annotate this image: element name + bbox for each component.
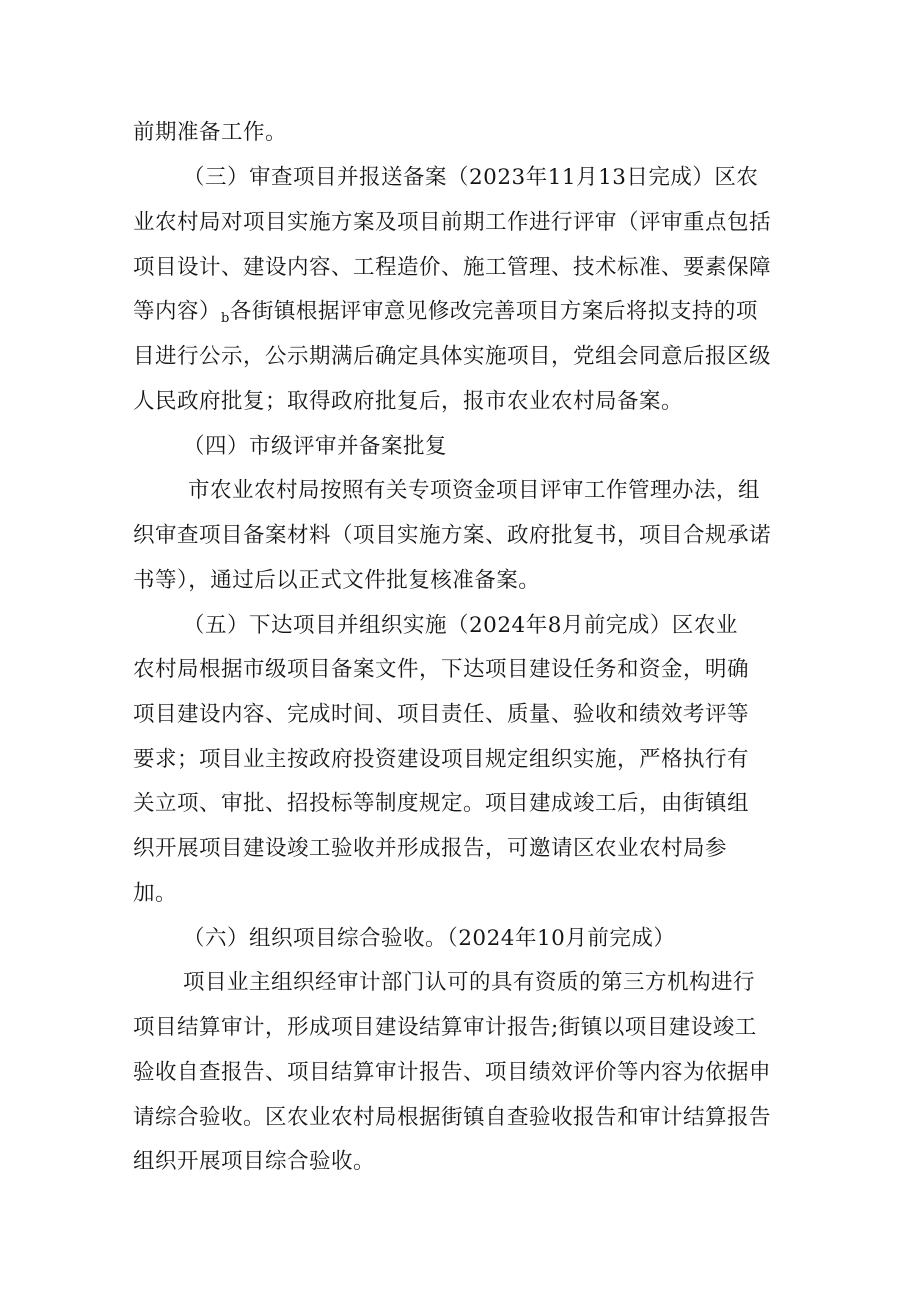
text-segment: 等内容）	[133, 299, 222, 324]
section-heading: （六）组织项目综合验收。（2024年10月前完成）	[183, 926, 676, 951]
text-line: 目进行公示，公示期满后确定具体实施项目，党组会同意后报区级	[133, 344, 772, 369]
text-line: 书等），通过后以正式文件批复核准备案。	[133, 568, 541, 593]
text-line: 关立项、审批、招投标等制度规定。项目建成竣工后，由街镇组	[133, 791, 750, 816]
text-line: 织审查项目备案材料（项目实施方案、政府批复书，项目合规承诺	[133, 523, 772, 548]
text-line: 农村局根据市级项目备案文件，下达项目建设任务和资金，明确	[133, 657, 750, 682]
text-line: 市农业农村局按照有关专项资金项目评审工作管理办法，组	[188, 478, 761, 503]
text-line: 前期准备工作。	[133, 120, 288, 145]
text-line: 组织开展项目综合验收。	[133, 1149, 376, 1174]
stray-mark: b	[221, 311, 230, 326]
text-line: （五）下达项目并组织实施（2024年8月前完成）区农业	[183, 613, 738, 638]
text-line: 验收自查报告、项目结算审计报告、项目绩效评价等内容为依据申	[133, 1060, 772, 1085]
text-line: 织开展项目建设竣工验收并形成报告，可邀请区农业农村局参	[133, 836, 728, 861]
text-line: 人民政府批复；取得政府批复后，报市农业农村局备案。	[133, 389, 684, 414]
text-line: 项目结算审计，形成项目建设结算审计报告;街镇以项目建设竣工	[133, 1015, 757, 1040]
text-line: 项目设计、建设内容、工程造价、施工管理、技术标准、要素保障	[133, 255, 772, 280]
text-line: （三）审查项目并报送备案（2023年11月13日完成）区农	[183, 165, 759, 190]
text-line	[133, 297, 758, 327]
text-line: 请综合验收。区农业农村局根据街镇自查验收报告和审计结算报告	[133, 1105, 772, 1130]
text-line: 项目业主组织经审计部门认可的具有资质的第三方机构进行	[183, 970, 756, 995]
section-heading: （四）市级评审并备案批复	[183, 434, 448, 459]
text-line: 加。	[133, 881, 178, 906]
text-line: 业农村局对项目实施方案及项目前期工作进行评审（评审重点包括	[133, 210, 772, 235]
text-line: 要求；项目业主按政府投资建设项目规定组织实施，严格执行有	[133, 747, 750, 772]
text-segment: 各街镇根据评审意见修改完善项目方案后将拟支持的项	[229, 299, 758, 324]
text-line: 项目建设内容、完成时间、项目责任、质量、验收和绩效考评等	[133, 702, 750, 727]
